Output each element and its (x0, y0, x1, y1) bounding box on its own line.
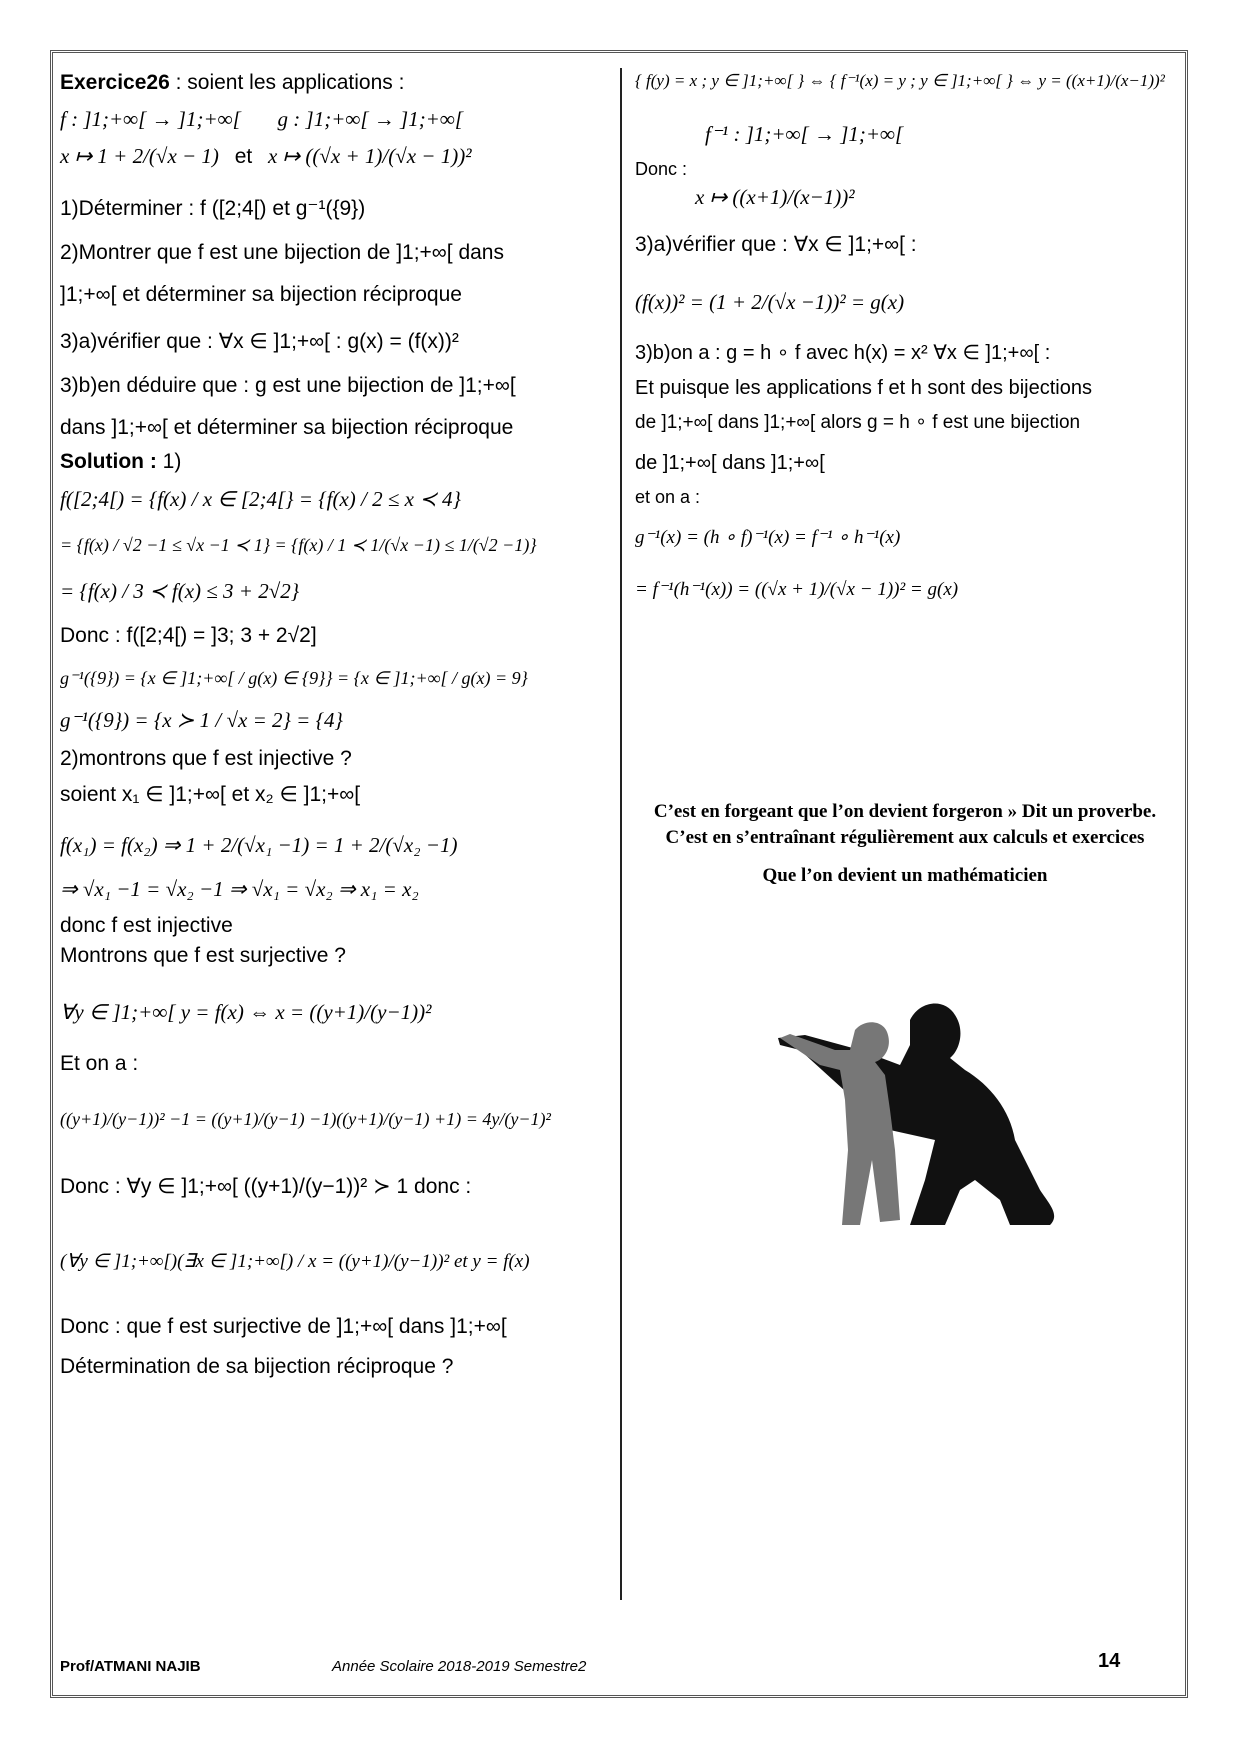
solution-line-6: g⁻¹({9}) = {x ≻ 1 / √x = 2} = {4} (60, 708, 343, 733)
page-number: 14 (1098, 1650, 1121, 1672)
quote-line-3: Que l’on devient un mathématicien (762, 864, 1048, 886)
exercise-heading: Exercice26 : soient les applications : (60, 71, 405, 94)
solution-line-13: ∀y ∈ ]1;+∞[ y = f(x) ⇔ x = ((y+1)/(y−1))² (60, 1000, 432, 1024)
solution-line-4: Donc : f([2;4[) = ]3; 3 + 2√2] (60, 623, 317, 647)
solution-line-10: ⇒ √x₁ −1 = √x₂ −1 ⇒ √x₁ = √x₂ ⇒ x₁ = x₂ (60, 877, 419, 902)
solution-line-1: f([2;4[) = {f(x) / x ∈ [2;4[} = {f(x) / 2 ≤ x ≺ 4} (60, 486, 461, 511)
et-on-a: et on a : (635, 486, 701, 507)
child-silhouette (780, 1022, 900, 1225)
inverse-g-2: = f⁻¹(h⁻¹(x)) = ((√x + 1)/(√x − 1))² = g(x) (635, 578, 959, 600)
solution-line-2: = {f(x) / √2 −1 ≤ √x −1 ≺ 1} = {f(x) / 1 ≺ 1/(√x −1) ≤ 1/(√2 −1)} (60, 534, 537, 555)
right-column (635, 70, 1175, 612)
inverse-system: { f(y) = x ; y ∈ ]1;+∞[ } ⇔ { f⁻¹(x) = y ; y ∈ ]1;+∞[ } ⇔ y = ((x+1)/(x−1))² (635, 71, 1165, 90)
f-definition: f : ]1;+∞[ → ]1;+∞[ g : ]1;+∞[ → ]1;+∞[ (60, 107, 463, 132)
quote-line-1: C’est en forgeant que l’on devient forgeron » Dit un proverbe. (653, 801, 1157, 822)
bijection-text-2: de ]1;+∞[ dans ]1;+∞[ alors g = h ∘ f est une bijection (635, 411, 1081, 433)
check-3a: 3)a)vérifier que : ∀x ∈ ]1;+∞[ : (635, 233, 917, 257)
father-child-silhouette (760, 990, 1080, 1250)
footer-year: Année Scolaire 2018-2019 Semestre2 (332, 1658, 587, 1675)
solution-line-8: soient x₁ ∈ ]1;+∞[ et x₂ ∈ ]1;+∞[ (60, 782, 361, 806)
solution-heading: Solution : 1) (60, 450, 182, 474)
inverse-g-1: g⁻¹(x) = (h ∘ f)⁻¹(x) = f⁻¹ ∘ h⁻¹(x) (635, 527, 901, 548)
column-divider (620, 68, 622, 1600)
inverse-mapping: x ↦ ((x+1)/(x−1))² (695, 185, 855, 209)
question-2a: 2)Montrer que f est une bijection de ]1;+∞[ dans (60, 241, 504, 264)
donc-label: Donc : (635, 158, 688, 179)
solution-line-11: donc f est injective (60, 913, 233, 937)
solution-line-5: g⁻¹({9}) = {x ∈ ]1;+∞[ / g(x) ∈ {9}} = {x ∈ ]1;+∞[ / g(x) = 9} (60, 667, 528, 688)
quote-line-2: C’est en s’entraînant régulièrement aux calculs et exercices (665, 826, 1145, 848)
question-3b-2: dans ]1;+∞[ et déterminer sa bijection réciproque (60, 416, 514, 439)
question-3b-1: 3)b)en déduire que : g est une bijection de ]1;+∞[ (60, 373, 516, 397)
solution-line-7: 2)montrons que f est injective ? (60, 746, 352, 770)
question-2b: ]1;+∞[ et déterminer sa bijection réciproque (60, 283, 462, 307)
solution-line-16: Donc : ∀y ∈ ]1;+∞[ ((y+1)/(y−1))² ≻ 1 donc : (60, 1175, 472, 1198)
question-3a: 3)a)vérifier que : ∀x ∈ ]1;+∞[ : g(x) = (f(x))² (60, 329, 459, 353)
check-3b: 3)b)on a : g = h ∘ f avec h(x) = x² ∀x ∈ ]1;+∞[ : (635, 341, 1051, 364)
solution-line-12: Montrons que f est surjective ? (60, 943, 346, 967)
footer-author: Prof/ATMANI NAJIB (60, 1658, 201, 1675)
solution-line-17: (∀y ∈ ]1;+∞[)(∃x ∈ ]1;+∞[) / x = ((y+1)/(y−1))² et y = f(x) (60, 1251, 530, 1273)
solution-line-19: Détermination de sa bijection réciproque ? (60, 1355, 454, 1379)
solution-line-18: Donc : que f est surjective de ]1;+∞[ dans ]1;+∞[ (60, 1315, 507, 1338)
check-3a-formula: (f(x))² = (1 + 2/(√x −1))² = g(x) (635, 289, 905, 314)
proverb-quote (640, 800, 1170, 901)
f-g-mapping: x ↦ 1 + 2/(√x − 1) et x ↦ ((√x + 1)/(√x − 1))² (60, 143, 472, 168)
solution-line-3: = {f(x) / 3 ≺ f(x) ≤ 3 + 2√2} (60, 579, 300, 604)
solution-line-9: f(x₁) = f(x₂) ⇒ 1 + 2/(√x₁ −1) = 1 + 2/(√x₂ −1) (60, 833, 458, 857)
solution-line-15: ((y+1)/(y−1))² −1 = ((y+1)/(y−1) −1)((y+1)/(y−1) +1) = 4y/(y−1)² (60, 1108, 551, 1129)
solution-line-14: Et on a : (60, 1052, 139, 1076)
adult-silhouette (778, 1004, 1054, 1225)
inverse-domain: f⁻¹ : ]1;+∞[ → ]1;+∞[ (705, 122, 904, 147)
question-1: 1)Déterminer : f ([2;4[) et g⁻¹({9}) (60, 196, 366, 220)
bijection-text-3: de ]1;+∞[ dans ]1;+∞[ (635, 451, 825, 474)
bijection-text-1: Et puisque les applications f et h sont des bijections (635, 376, 1092, 399)
left-column (60, 70, 610, 1391)
